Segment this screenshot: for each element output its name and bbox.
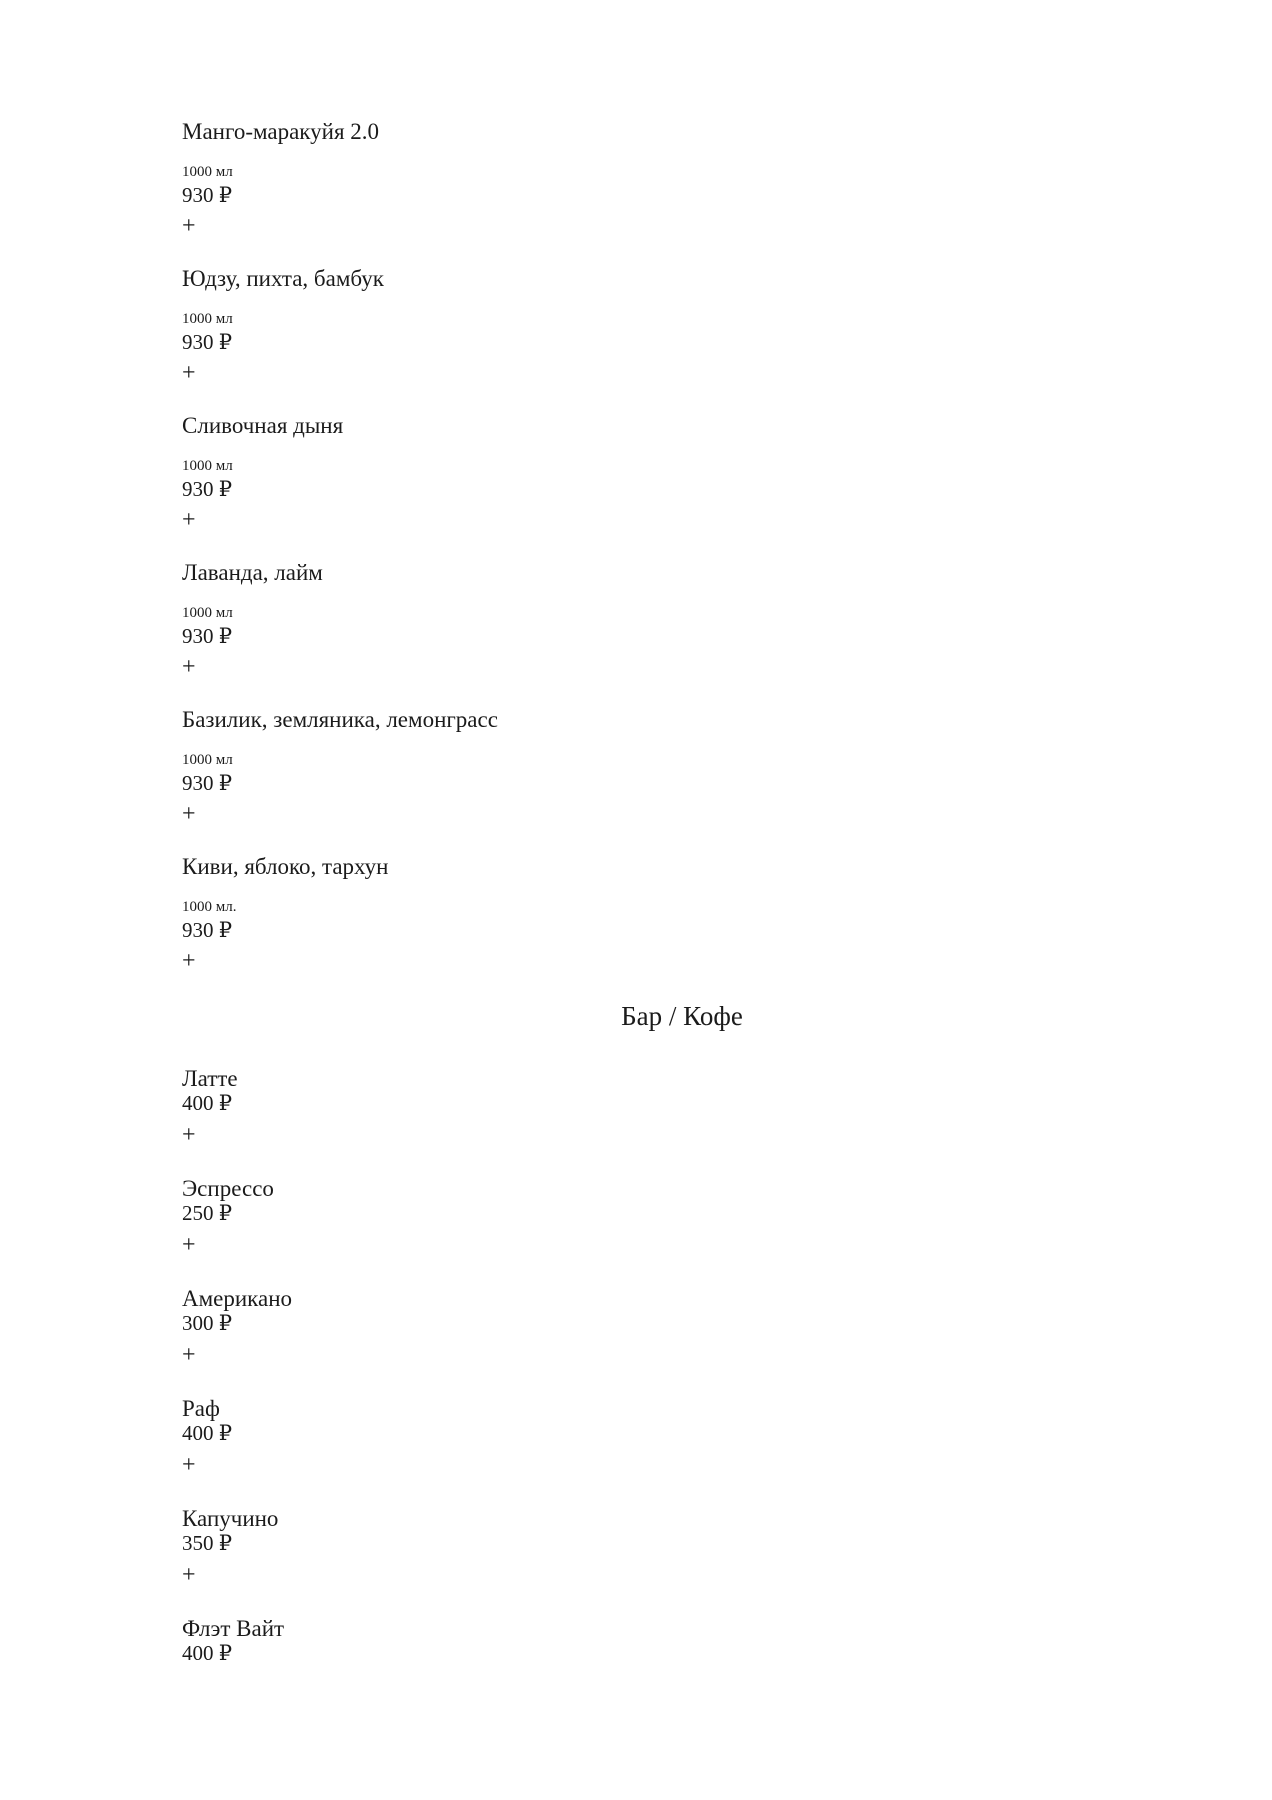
section-header-bar-coffee: Бар / Кофе <box>621 1001 743 1031</box>
item-price: 400 ₽ <box>182 1421 233 1445</box>
item-title: Латте <box>182 1066 238 1091</box>
menu-item <box>182 1176 1182 1258</box>
item-title: Лаванда, лайм <box>182 560 323 585</box>
add-item-button[interactable]: + <box>182 213 196 239</box>
item-volume: 1000 мл <box>182 311 233 327</box>
menu-item <box>182 412 1182 533</box>
item-price: 400 ₽ <box>182 1091 233 1115</box>
item-price: 250 ₽ <box>182 1201 233 1225</box>
item-title: Капучино <box>182 1506 279 1531</box>
add-item-button[interactable]: + <box>182 360 196 386</box>
menu-item <box>182 1616 1182 1666</box>
add-item-button[interactable]: + <box>182 507 196 533</box>
item-volume: 1000 мл <box>182 458 233 474</box>
menu-item <box>182 1396 1182 1478</box>
menu-item <box>182 1506 1182 1588</box>
item-title: Флэт Вайт <box>182 1616 285 1641</box>
item-price: 930 ₽ <box>182 330 233 354</box>
menu-item <box>182 265 1182 386</box>
item-title: Киви, яблоко, тархун <box>182 854 389 879</box>
menu-item <box>182 853 1182 974</box>
add-item-button[interactable]: + <box>182 1452 196 1478</box>
add-item-button[interactable]: + <box>182 1342 196 1368</box>
item-title: Базилик, земляника, лемонграсс <box>182 707 498 732</box>
item-volume: 1000 мл. <box>182 899 237 915</box>
add-item-button[interactable]: + <box>182 1232 196 1258</box>
item-title: Сливочная дыня <box>182 413 344 438</box>
item-price: 930 ₽ <box>182 477 233 501</box>
item-title: Раф <box>182 1396 220 1421</box>
item-price: 350 ₽ <box>182 1531 233 1555</box>
item-price: 930 ₽ <box>182 624 233 648</box>
item-price: 300 ₽ <box>182 1311 233 1335</box>
menu-item <box>182 1066 1182 1148</box>
item-price: 400 ₽ <box>182 1641 233 1665</box>
item-title: Манго-маракуйя 2.0 <box>182 119 380 144</box>
add-item-button[interactable]: + <box>182 1122 196 1148</box>
item-price: 930 ₽ <box>182 918 233 942</box>
add-item-button[interactable]: + <box>182 654 196 680</box>
add-item-button[interactable]: + <box>182 948 196 974</box>
item-title: Эспрессо <box>182 1176 274 1201</box>
item-price: 930 ₽ <box>182 771 233 795</box>
item-title: Американо <box>182 1286 293 1311</box>
menu-item <box>182 1286 1182 1368</box>
menu-item <box>182 118 1182 239</box>
add-item-button[interactable]: + <box>182 1562 196 1588</box>
item-price: 930 ₽ <box>182 183 233 207</box>
item-volume: 1000 мл <box>182 752 233 768</box>
menu-item <box>182 706 1182 827</box>
item-volume: 1000 мл <box>182 605 233 621</box>
item-volume: 1000 мл <box>182 164 233 180</box>
menu-content <box>182 118 1182 1666</box>
item-title: Юдзу, пихта, бамбук <box>182 266 384 291</box>
add-item-button[interactable]: + <box>182 801 196 827</box>
menu-item <box>182 559 1182 680</box>
